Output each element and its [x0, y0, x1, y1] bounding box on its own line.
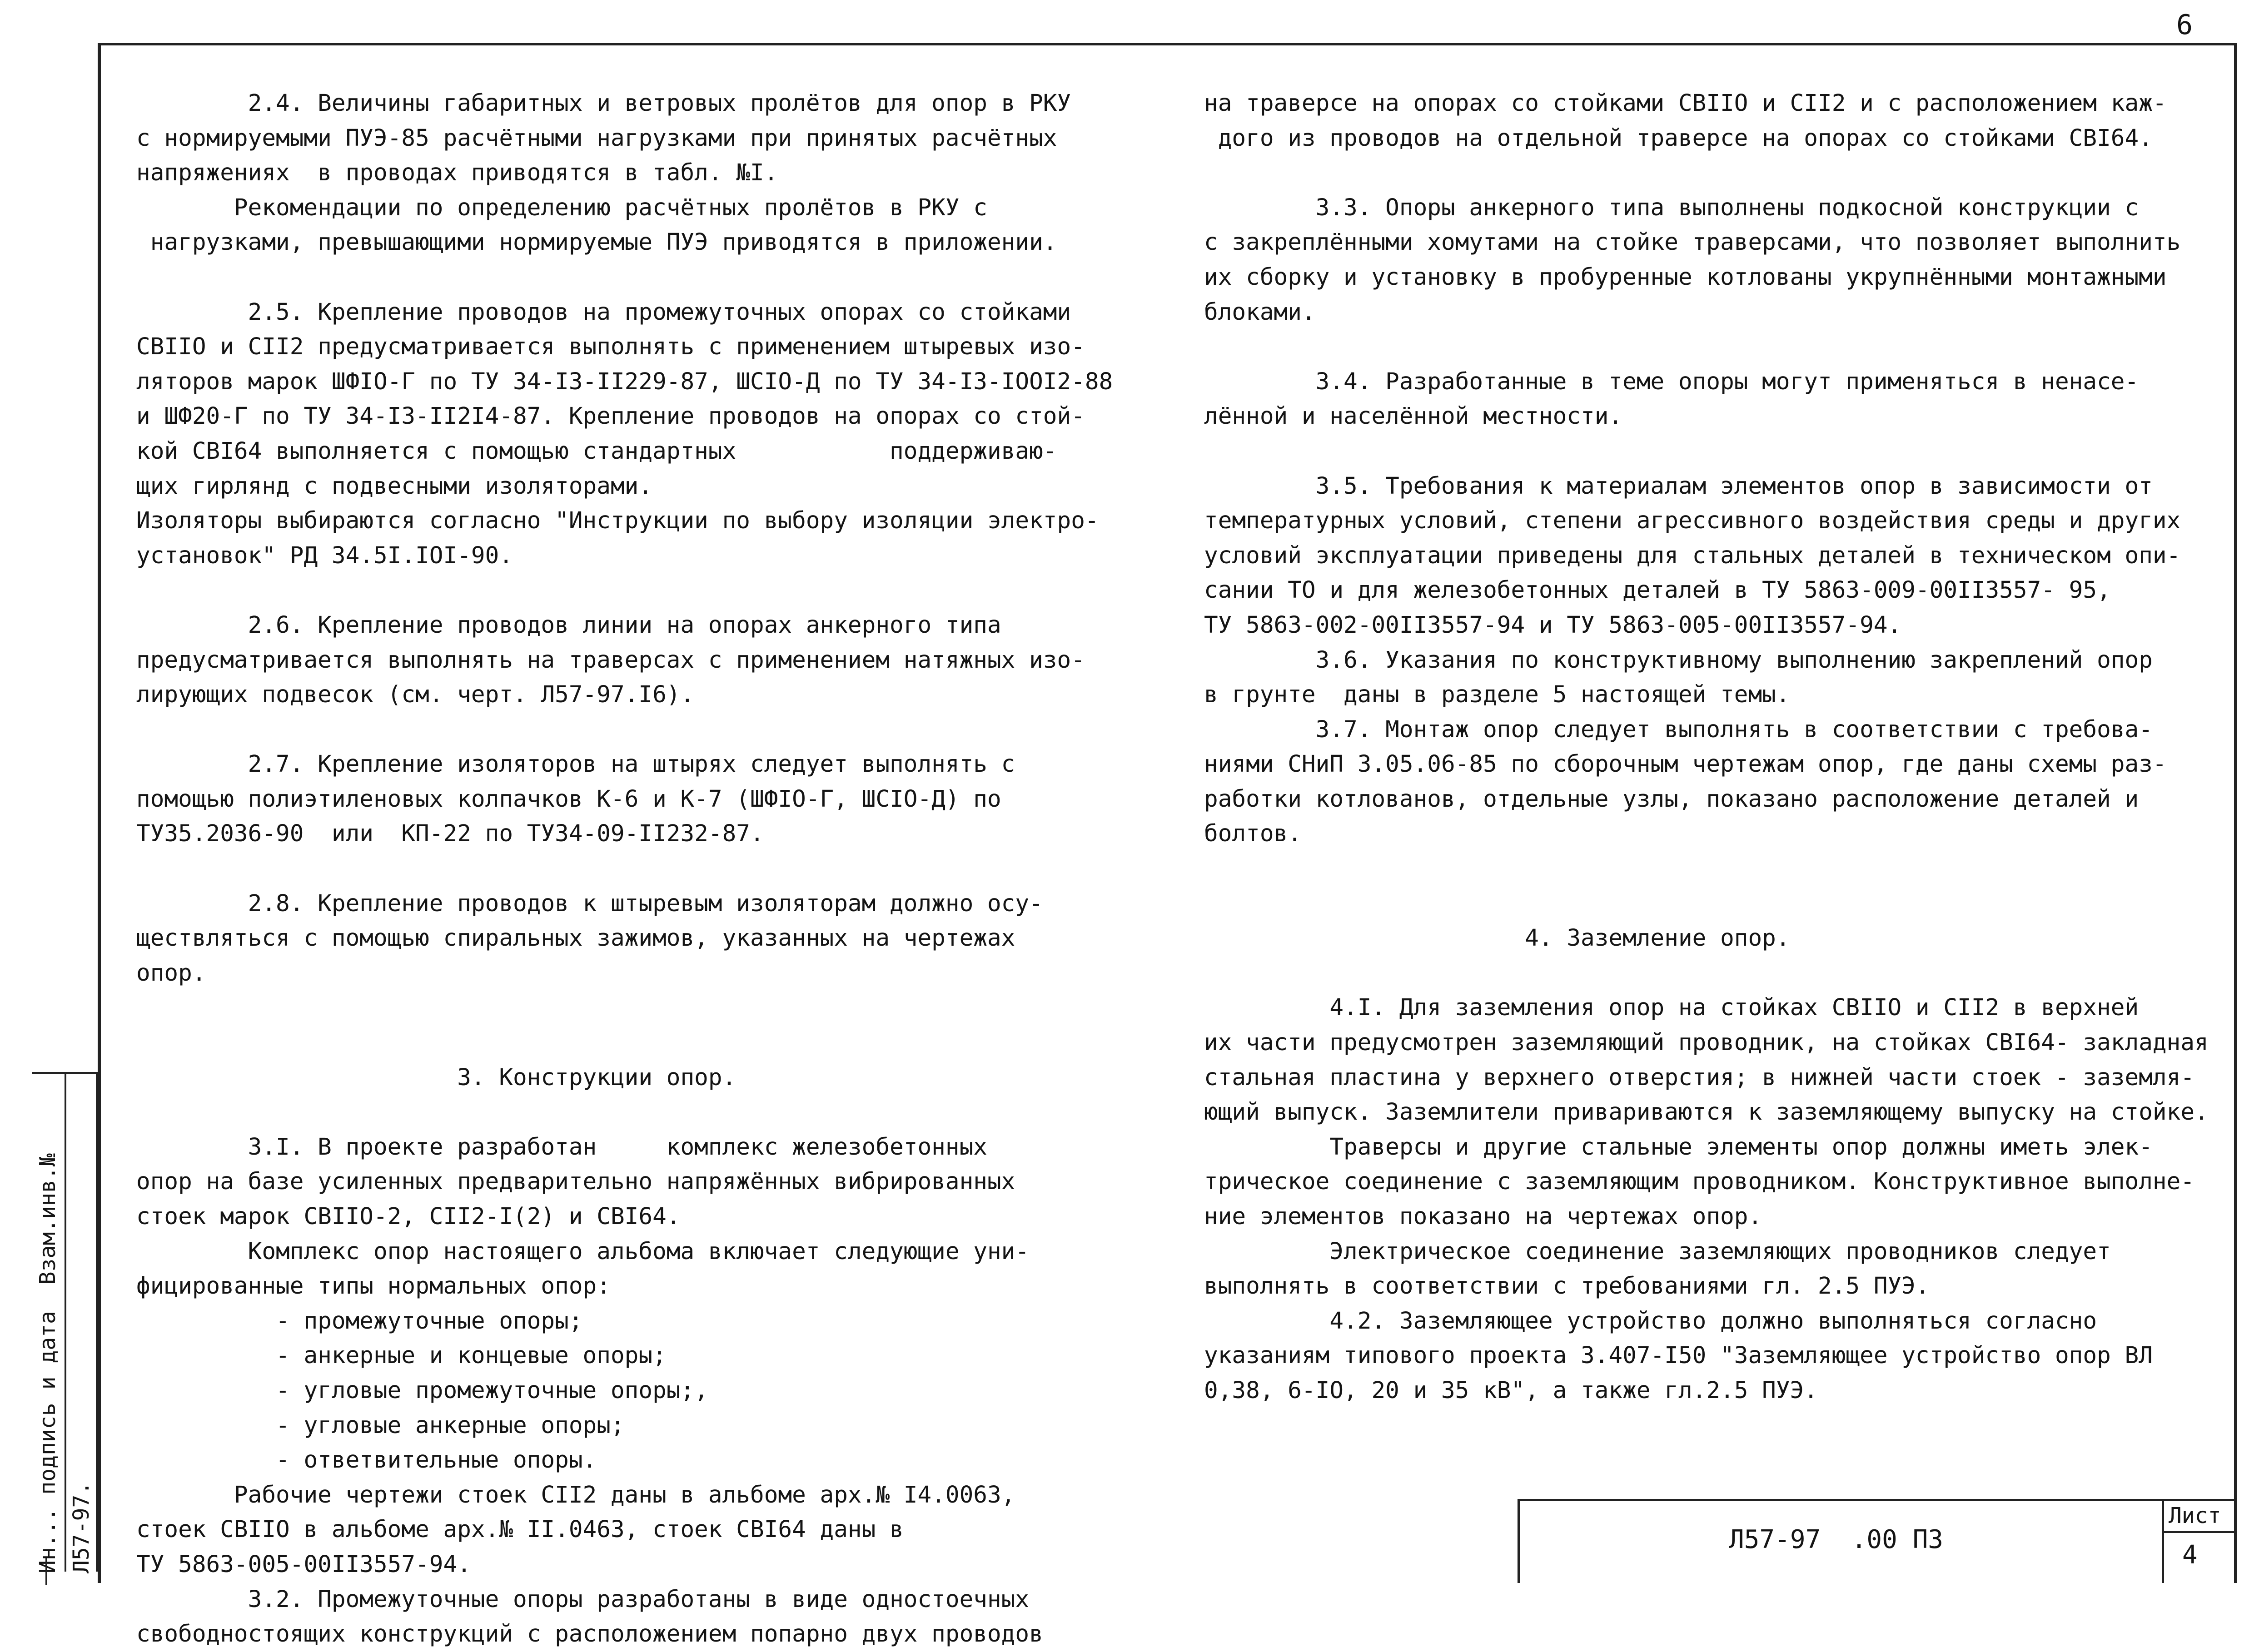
- left-text-line: Рабочие чертежи стоек СII2 даны в альбоме арх.№ I4.0063,: [136, 1481, 1015, 1508]
- side-stamp-outer-text: Ин... подпись и дата Взам.инв.№: [35, 1153, 60, 1573]
- left-text-line: 2.8. Крепление проводов к штыревым изоляторам должно осу-: [136, 890, 1043, 917]
- left-text-line: опор на базе усиленных предварительно напряжённых вибрированных: [136, 1168, 1015, 1196]
- left-text-line: и ШФ20-Г по ТУ 34-I3-II2I4-87. Крепление проводов на опорах со стой-: [136, 403, 1085, 430]
- right-text-line: в грунте даны в разделе 5 настоящей темы.: [1204, 681, 1790, 709]
- title-block: [1518, 1499, 2237, 1583]
- left-text-line: с нормируемыми ПУЭ-85 расчётными нагрузками при принятых расчётных: [136, 124, 1057, 152]
- left-text-line: нагрузками, превышающими нормируемые ПУЭ приводятся в приложении.: [136, 229, 1057, 256]
- document-code: Л57-97 .00 ПЗ: [1729, 1525, 1944, 1554]
- right-text-line: выполнять в соответствии с требованиями гл. 2.5 ПУЭ.: [1204, 1273, 1930, 1300]
- side-stamp: [32, 1072, 98, 1572]
- right-text-line: ТУ 5863-002-00II3557-94 и ТУ 5863-005-00II3557-94.: [1204, 611, 1902, 639]
- left-text-line: напряжениях в проводах приводятся в табл. №I.: [136, 159, 778, 187]
- sheet-label: Лист: [2169, 1503, 2221, 1528]
- left-text-line: [136, 852, 1113, 887]
- left-text-line: щих гирлянд с подвесными изоляторами.: [136, 472, 653, 500]
- sheet-cell-divider: [2164, 1531, 2237, 1533]
- left-text-line: опор.: [136, 959, 206, 987]
- left-text-line: установок" РД 34.5I.IOI-90.: [136, 542, 513, 569]
- left-text-column: [136, 86, 1113, 1652]
- sheet-mark-top: 6: [2176, 9, 2193, 41]
- right-text-line: [1204, 852, 2209, 887]
- right-text-line: [1204, 330, 2209, 365]
- left-text-line: предусматривается выполнять на траверсах с применением натяжных изо-: [136, 646, 1085, 674]
- right-text-line: стальная пластина у верхнего отверстия; в нижней части стоек - заземля-: [1204, 1064, 2195, 1091]
- right-text-line: ние элементов показано на чертежах опор.: [1204, 1203, 1762, 1230]
- left-text-line: 3.I. В проекте разработан комплекс железобетонных: [136, 1133, 987, 1161]
- left-text-line: Изоляторы выбираются согласно "Инструкции по выбору изоляции электро-: [136, 507, 1099, 535]
- left-text-line: помощью полиэтиленовых колпачков К-6 и К-7 (ШФIO-Г, ШСIO-Д) по: [136, 785, 1001, 813]
- right-text-line: 4.I. Для заземления опор на стойках СВIIO и СII2 в верхней: [1204, 994, 2139, 1022]
- left-text-line: 2.6. Крепление проводов линии на опорах анкерного типа: [136, 611, 1001, 639]
- left-text-line: [136, 713, 1113, 748]
- left-text-line: 2.5. Крепление проводов на промежуточных опорах со стойками: [136, 298, 1071, 326]
- right-text-line: трическое соединение с заземляющим проводником. Конструктивное выполне-: [1204, 1168, 2195, 1196]
- left-text-line: [136, 1026, 1113, 1061]
- right-text-line: температурных условий, степени агрессивного воздействия среды и других: [1204, 507, 2181, 535]
- left-text-line: ТУ35.2036-90 или КП-22 по ТУ34-09-II232-87.: [136, 820, 764, 848]
- right-text-line: работки котлованов, отдельные узлы, показано расположение деталей и: [1204, 785, 2139, 813]
- side-stamp-inner-text: Л57-97.: [69, 1481, 94, 1573]
- right-text-line: их части предусмотрен заземляющий проводник, на стойках СВI64- закладная: [1204, 1029, 2209, 1057]
- left-text-line: кой СВI64 выполняется с помощью стандартных поддерживаю-: [136, 437, 1057, 465]
- right-text-line: сании ТО и для железобетонных деталей в ТУ 5863-009-00II3557- 95,: [1204, 577, 2111, 604]
- right-text-line: дого из проводов на отдельной траверсе на опорах со стойками СВI64.: [1204, 124, 2153, 152]
- left-text-line: 2.7. Крепление изоляторов на штырях следует выполнять с: [136, 751, 1015, 778]
- right-text-line: 0,38, 6-IO, 20 и 35 кВ", а также гл.2.5 ПУЭ.: [1204, 1377, 1818, 1404]
- left-text-line: 3. Конструкции опор.: [136, 1064, 736, 1091]
- left-text-line: 2.4. Величины габаритных и ветровых пролётов для опор в РКУ: [136, 90, 1071, 117]
- left-text-line: ществляться с помощью спиральных зажимов, указанных на чертежах: [136, 925, 1015, 952]
- right-text-line: 3.4. Разработанные в теме опоры могут применяться в ненасе-: [1204, 368, 2139, 395]
- left-text-line: - угловые промежуточные опоры;,: [136, 1377, 708, 1404]
- right-text-line: ниями СНиП 3.05.06-85 по сборочным чертежам опор, где даны схемы раз-: [1204, 751, 2167, 778]
- right-text-line: 3.5. Требования к материалам элементов опор в зависимости от: [1204, 472, 2153, 500]
- left-text-line: 3.2. Промежуточные опоры разработаны в виде одностоечных: [136, 1586, 1030, 1613]
- left-text-line: [136, 573, 1113, 608]
- left-text-line: Комплекс опор настоящего альбома включает следующие уни-: [136, 1238, 1030, 1265]
- right-text-line: Электрическое соединение заземляющих проводников следует: [1204, 1238, 2111, 1265]
- sheet-number: 4: [2182, 1540, 2198, 1570]
- left-text-line: фицированные типы нормальных опор:: [136, 1273, 611, 1300]
- right-text-line: блоками.: [1204, 298, 1316, 326]
- right-text-line: 3.3. Опоры анкерного типа выполнены подкосной конструкции с: [1204, 194, 2139, 221]
- left-edge-tick: [45, 1558, 47, 1585]
- left-text-line: ляторов марок ШФIO-Г по ТУ 34-I3-II229-87, ШСIO-Д по ТУ 34-I3-IOOI2-88: [136, 368, 1113, 395]
- right-text-line: [1204, 956, 2209, 991]
- right-text-column: [1204, 86, 2209, 1409]
- right-text-line: ющий выпуск. Заземлители привариваются к заземляющему выпуску на стойке.: [1204, 1099, 2209, 1126]
- left-text-line: - анкерные и концевые опоры;: [136, 1342, 667, 1369]
- sheet-cell: [2162, 1501, 2237, 1583]
- right-text-line: 3.7. Монтаж опор следует выполнять в соответствии с требова-: [1204, 716, 2153, 743]
- right-text-line: болтов.: [1204, 820, 1302, 848]
- left-text-line: [136, 1095, 1113, 1130]
- right-text-line: [1204, 887, 2209, 922]
- right-text-line: условий эксплуатации приведены для стальных деталей в техническом опи-: [1204, 542, 2181, 569]
- left-text-line: - угловые анкерные опоры;: [136, 1412, 625, 1439]
- right-text-line: Траверсы и другие стальные элементы опор должны иметь элек-: [1204, 1133, 2153, 1161]
- right-text-line: на траверсе на опорах со стойками СВIIO и СII2 и с расположением каж-: [1204, 90, 2167, 117]
- right-text-line: с закреплёнными хомутами на стойке траверсами, что позволяет выполнить: [1204, 229, 2181, 256]
- right-text-line: лённой и населённой местности.: [1204, 403, 1623, 430]
- right-text-line: [1204, 434, 2209, 469]
- right-text-line: 4. Заземление опор.: [1204, 925, 1790, 952]
- left-text-line: свободностоящих конструкций с расположением попарно двух проводов: [136, 1621, 1043, 1648]
- left-text-line: СВIIO и СII2 предусматривается выполнять с применением штыревых изо-: [136, 333, 1085, 361]
- right-text-line: [1204, 156, 2209, 191]
- left-text-line: ТУ 5863-005-00II3557-94.: [136, 1551, 471, 1578]
- left-text-line: [136, 260, 1113, 295]
- left-text-line: стоек марок СВIIO-2, СII2-I(2) и СВI64.: [136, 1203, 681, 1230]
- right-text-line: их сборку и установку в пробуренные котлованы укрупнёнными монтажными: [1204, 263, 2167, 291]
- right-text-line: 4.2. Заземляющее устройство должно выполняться согласно: [1204, 1307, 2097, 1334]
- right-text-line: 3.6. Указания по конструктивному выполнению закреплений опор: [1204, 646, 2153, 674]
- left-text-line: Рекомендации по определению расчётных пролётов в РКУ с: [136, 194, 987, 221]
- left-text-line: - ответвительные опоры.: [136, 1447, 597, 1474]
- right-text-line: указаниям типового проекта 3.407-I50 "Заземляющее устройство опор ВЛ: [1204, 1342, 2153, 1369]
- left-text-line: - промежуточные опоры;: [136, 1307, 583, 1334]
- left-text-line: стоек СВIIO в альбоме арх.№ II.0463, стоек СВI64 даны в: [136, 1516, 904, 1543]
- left-text-line: лирующих подвесок (см. черт. Л57-97.I6).: [136, 681, 695, 709]
- left-text-line: [136, 991, 1113, 1026]
